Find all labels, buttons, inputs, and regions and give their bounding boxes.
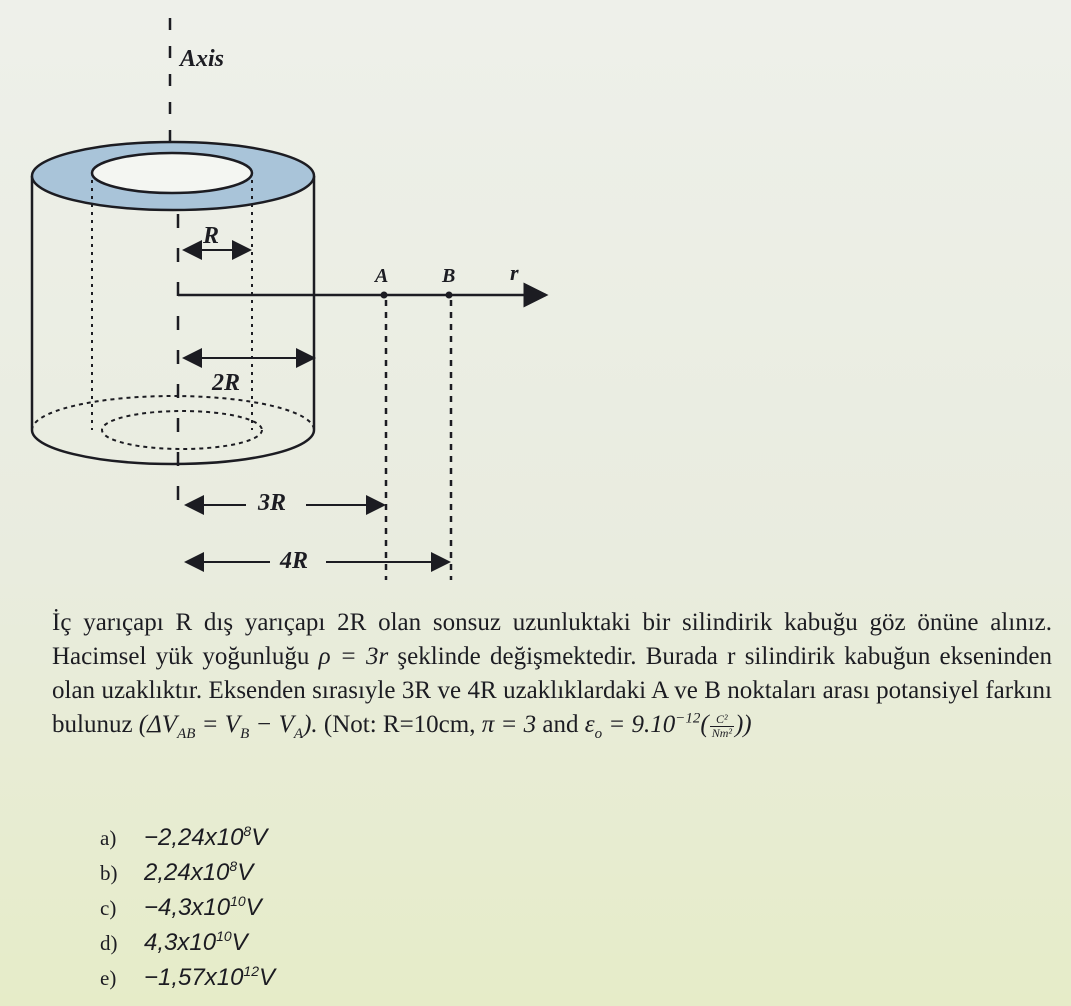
problem-text-part1: İç yarıçapı R dış yarıçapı 2R olan sonsuz uzunluktaki bir silindirik kabuğu göz önüne alınız. Hacimsel yük yoğunluğu [52,609,1052,670]
axis-label: Axis [180,46,225,72]
inner-bottom-ellipse [102,411,262,449]
charge-density-expression: ρ = 3r [318,643,389,670]
cylinder-bottom-front [32,430,314,464]
option-a[interactable]: $a) -2,24x10^8V$ [100,823,268,851]
answer-options [100,820,275,995]
r-axis-label: r [510,260,519,285]
cylinder-bottom-back [32,396,314,430]
potential-difference-expression: $(\Delta V_{AB} = V_B - V_A)$. [138,711,318,742]
problem-text-part2: şeklinde değişmektedir. Burada r silindirik kabuğun ekseninden olan uzaklıktır. Eksenden sırasıyle 3R ve 4R uzaklıklardaki A ve B noktaları arası potansiyel farkını bulunuz [52,643,1053,738]
dist-b-label: 4R [280,548,309,574]
outer-radius-label: 2R [212,370,241,396]
and-text: and [542,711,579,738]
unit-fraction: $\frac{\text{C²}}{\text{Nm²}}$ [711,711,732,740]
dist-a-label: 3R [258,490,287,516]
epsilon-expression: $\varepsilon_o = 9.10^{-12}$( $\frac{\text{C²}}{\text{Nm²}}$ )) [584,710,752,742]
option-b[interactable]: b) $2,24x10^8V$ [100,858,254,886]
note-open: (Not: R=10cm, [323,711,476,738]
point-b-label: B [442,265,456,287]
option-d[interactable]: d) $4,3x10^{10}V$ [100,928,248,956]
option-e[interactable]: $e) -1,57x10^{12}V$ [100,963,276,991]
pi-expression: π = 3 [481,711,537,738]
option-c[interactable]: $c) -4,3x10^{10}V$ [100,893,262,921]
point-a-label: A [375,265,389,287]
point-b [446,292,453,299]
point-a [381,292,388,299]
problem-statement [52,606,1052,742]
cylinder-top-inner [92,153,252,193]
inner-radius-label: R [203,223,220,249]
